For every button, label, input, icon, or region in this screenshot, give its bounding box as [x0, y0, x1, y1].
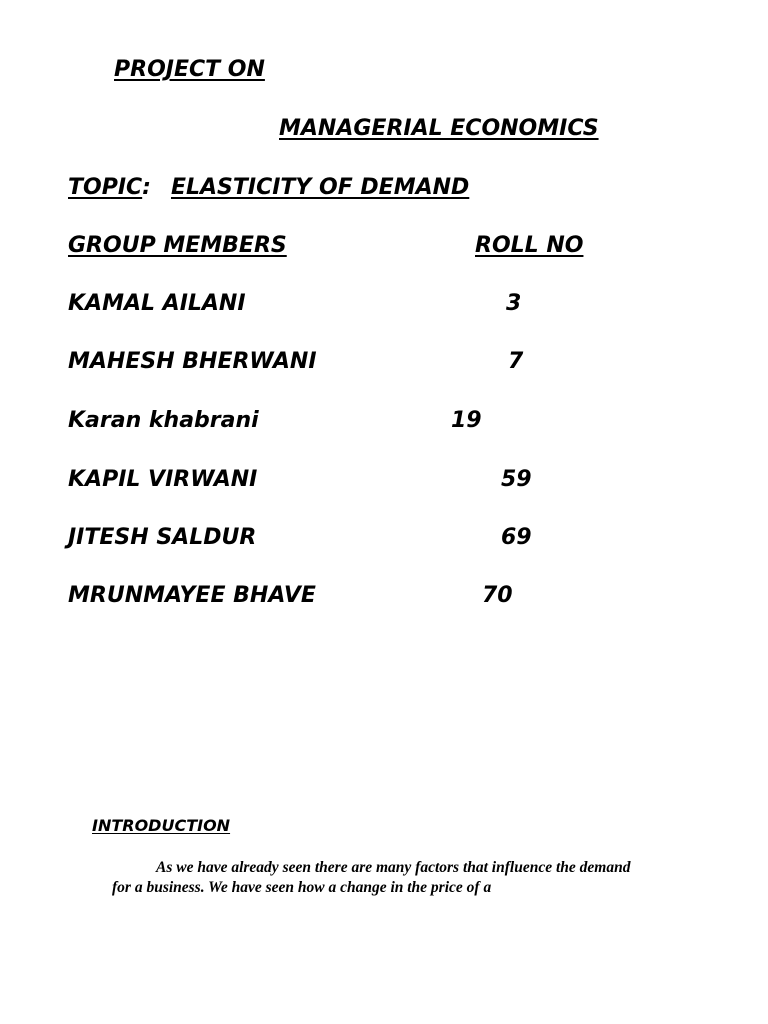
member-name: MRUNMAYEE BHAVE — [68, 583, 316, 608]
member-roll: 70 — [482, 583, 513, 608]
member-name: KAMAL AILANI — [68, 291, 246, 316]
topic-line — [68, 174, 469, 202]
member-name: KAPIL VIRWANI — [68, 467, 258, 492]
topic-label: TOPIC — [68, 175, 143, 200]
introduction-paragraph: As we have already seen there are many factors that influence the demand for a business. We have seen how a change in the price of a — [112, 859, 631, 896]
member-roll: 3 — [506, 291, 522, 316]
topic-colon: : — [142, 175, 151, 200]
member-roll: 7 — [508, 349, 524, 374]
member-name: MAHESH BHERWANI — [68, 349, 317, 374]
member-name: JITESH SALDUR — [68, 525, 257, 550]
roll-no-header: ROLL NO — [475, 233, 584, 258]
member-roll: 59 — [501, 467, 532, 492]
group-members-header: GROUP MEMBERS — [68, 233, 287, 258]
member-roll: 69 — [501, 525, 532, 550]
subject-heading: MANAGERIAL ECONOMICS — [279, 116, 599, 141]
member-name: Karan khabrani — [68, 408, 259, 433]
topic-value: ELASTICITY OF DEMAND — [170, 175, 470, 200]
introduction-heading: INTRODUCTION — [92, 816, 231, 835]
project-on-heading: PROJECT ON — [114, 57, 265, 82]
member-roll: 19 — [451, 408, 482, 433]
